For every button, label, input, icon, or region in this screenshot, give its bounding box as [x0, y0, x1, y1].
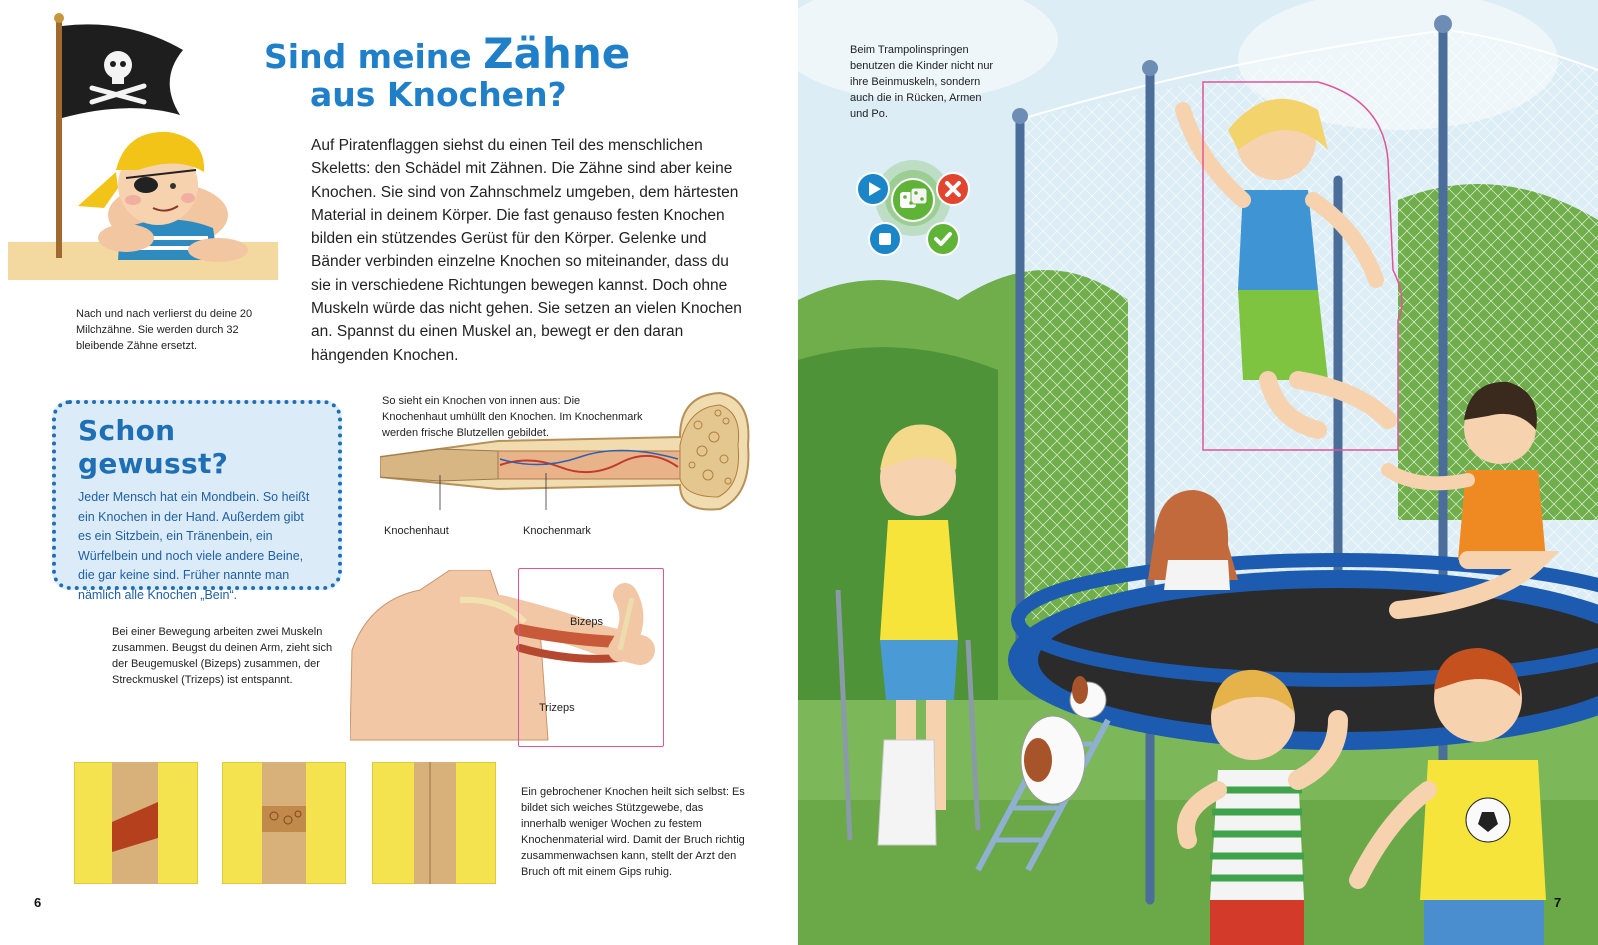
bone-cross-section-illustration — [380, 385, 760, 525]
pirate-caption: Nach und nach verlierst du deine 20 Milchzähne. Sie werden durch 32 bleibende Zähne ersetzt. — [76, 308, 253, 352]
play-icon — [856, 172, 890, 206]
page-number-left: 6 — [34, 895, 42, 910]
fracture-panel-1 — [74, 762, 198, 884]
stop-button[interactable] — [868, 222, 902, 256]
fracture-panel-3 — [372, 762, 496, 884]
info-box-heading: Schon gewusst? — [78, 414, 229, 480]
trampoline-caption: Beim Trampolinspringen benutzen die Kinder nicht nur ihre Beinmuskeln, sondern auch die in Rücken, Armen und Po. — [850, 44, 994, 120]
check-button[interactable] — [926, 222, 960, 256]
dice-icon — [891, 178, 935, 222]
info-box — [52, 400, 342, 602]
trampoline-scene-illustration — [798, 0, 1598, 945]
close-icon — [936, 172, 970, 206]
left-page — [0, 0, 798, 945]
pirate-illustration — [8, 10, 278, 280]
muscle-caption: Bei einer Bewegung arbeiten zwei Muskeln zusammen. Beugst du deinen Arm, zieht sich der Beugemuskel (Bizeps) zusammen, der Streckmuskel (Trizeps) ist entspannt. — [112, 626, 333, 686]
check-icon — [926, 222, 960, 256]
title-line1-prefix: Sind meine — [264, 37, 484, 76]
label-knochenmark: Knochenmark — [523, 525, 591, 537]
dice-button[interactable] — [891, 178, 935, 222]
main-body-text: Auf Piratenflaggen siehst du einen Teil des menschlichen Skeletts: den Schädel mit Zähnen. Die Zähne sind aber keine Knochen. Sie sind von Zahnschmelz umgeben, dem härtesten Material in deinem Körper. Die fast genauso festen Knochen bilden ein stützendes Gerüst für den Körper. Gelenke und Bänder verbinden einzelne Knochen so miteinander, dass du sie in verschiedene Richtungen bewegen kannst. Doch ohne Muskeln würde das nicht gehen. Sie setzen an vielen Knochen an. Spannst du einen Muskel an, bewegt er den daran hängenden Knochen. — [311, 137, 742, 364]
play-button[interactable] — [856, 172, 890, 206]
fracture-panel-2 — [222, 762, 346, 884]
fracture-caption: Ein gebrochener Knochen heilt sich selbst: Es bildet sich weiches Stützgewebe, das innerhalb weniger Wochen zu festem Knochenmaterial wird. Damit der Bruch richtig zusammenwachsen kann, stellt der Arzt den Bruch oft mit einem Gips ruhig. — [521, 786, 745, 878]
label-bizeps: Bizeps — [570, 616, 604, 628]
info-box-text: Jeder Mensch hat ein Mondbein. So heißt ein Knochen in der Hand. Außerdem gibt es ein Sitzbein, ein Tränenbein, ein Würfelbein und noch viele andere Beine, die gar keine sind. Früher nannte man nämlich alle Knochen „Bein“. — [78, 490, 310, 602]
label-knochenhaut: Knochenhaut — [384, 525, 449, 537]
label-trizeps: Trizeps — [539, 702, 575, 714]
right-page — [798, 0, 1598, 945]
stop-icon — [868, 222, 902, 256]
close-button[interactable] — [936, 172, 970, 206]
title-line2: aus Knochen? — [310, 75, 567, 115]
page-number-right: 7 — [1554, 895, 1562, 910]
page-title — [264, 30, 630, 114]
arm-highlight-frame — [518, 568, 664, 747]
bone-caption: So sieht ein Knochen von innen aus: Die Knochenhaut umhüllt den Knochen. Im Knochenmark werden frische Blutzellen gebildet. — [382, 395, 643, 439]
title-line1-emphasis: Zähne — [483, 29, 631, 78]
